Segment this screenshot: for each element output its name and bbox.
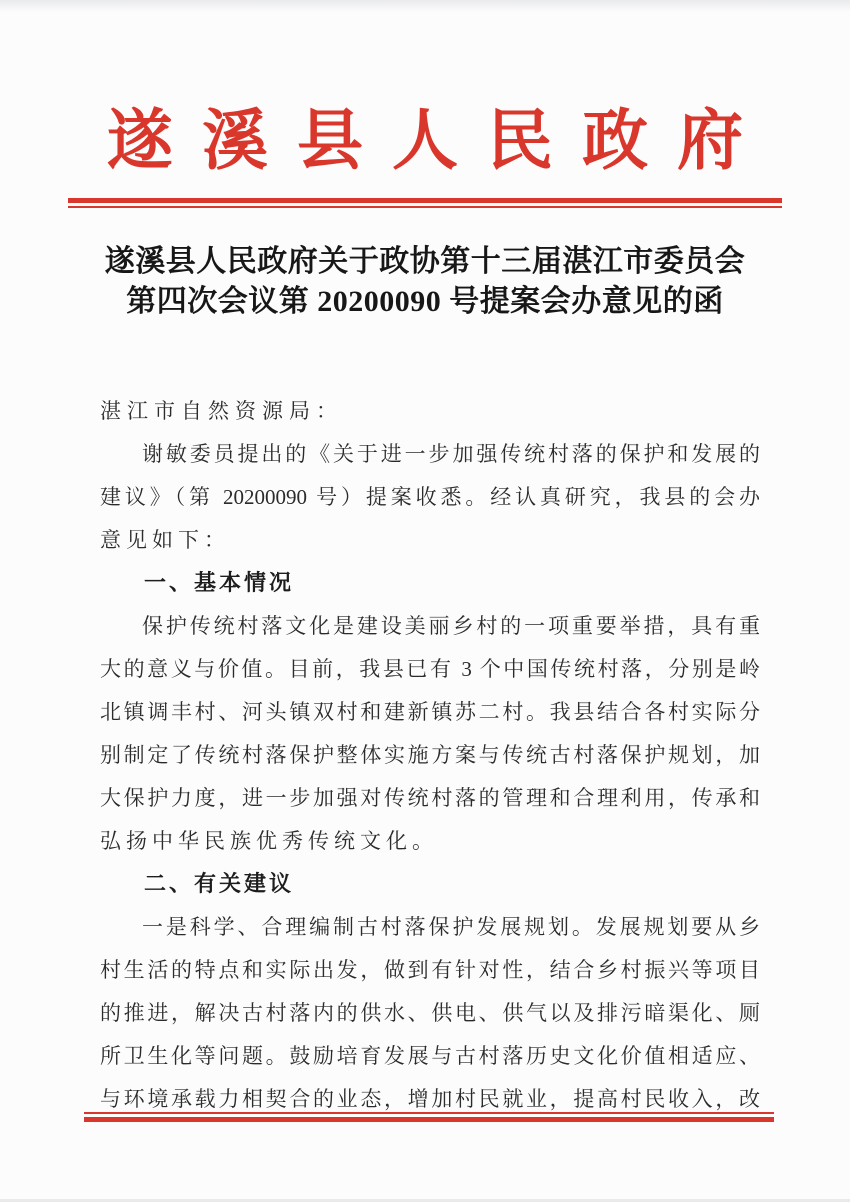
section-heading-1: 一、基本情况 [144, 571, 295, 596]
section-heading-2: 二、有关建议 [144, 872, 295, 897]
text-line: 与环境承载力相契合的业态，增加村民就业，提高村民收入，改 [100, 1087, 760, 1111]
text-line: 大的意义与价值。目前，我县已有 3 个中国传统村落，分别是岭 [100, 657, 760, 681]
section-2-paragraph [100, 906, 760, 1121]
text-line: 弘扬中华民族优秀传统文化。 [100, 829, 438, 853]
text-line: 的推进，解决古村落内的供水、供电、供气以及排污暗渠化、厕 [100, 1001, 760, 1025]
document-title [0, 242, 850, 322]
text-line: 大保护力度，进一步加强对传统村落的管理和合理利用，传承和 [100, 786, 760, 810]
text-line: 建议》（第 20200090 号）提案收悉。经认真研究，我县的会办 [100, 485, 760, 509]
letter-body [0, 390, 850, 1121]
text-line: 保护传统村落文化是建设美丽乡村的一项重要举措，具有重 [142, 614, 760, 638]
text-line: 一是科学、合理编制古村落保护发展规划。发展规划要从乡 [142, 915, 760, 939]
text-line: 意见如下： [100, 528, 230, 552]
document-title-line2: 第四次会议第 20200090 号提案会办意见的函 [126, 285, 724, 318]
letterhead [0, 0, 850, 208]
text-line: 别制定了传统村落保护整体实施方案与传统古村落保护规划，加 [100, 743, 760, 767]
text-line: 谢敏委员提出的《关于进一步加强传统村落的保护和发展的 [142, 442, 760, 466]
document-title-line1: 遂溪县人民政府关于政协第十三届湛江市委员会 [104, 245, 746, 278]
recipient-line: 湛江市自然资源局： [100, 399, 343, 423]
footer-double-rule [84, 1112, 774, 1122]
text-line: 所卫生化等问题。鼓励培育发展与古村落历史文化价值相适应、 [100, 1044, 760, 1068]
text-line: 北镇调丰村、河头镇双村和建新镇苏二村。我县结合各村实际分 [100, 700, 760, 724]
letterhead-double-rule [68, 198, 782, 208]
opening-paragraph [100, 433, 760, 562]
section-1-paragraph [100, 605, 760, 863]
letterhead-title: 遂溪县人民政府 [106, 105, 773, 178]
text-line: 村生活的特点和实际出发，做到有针对性，结合乡村振兴等项目 [100, 958, 760, 982]
